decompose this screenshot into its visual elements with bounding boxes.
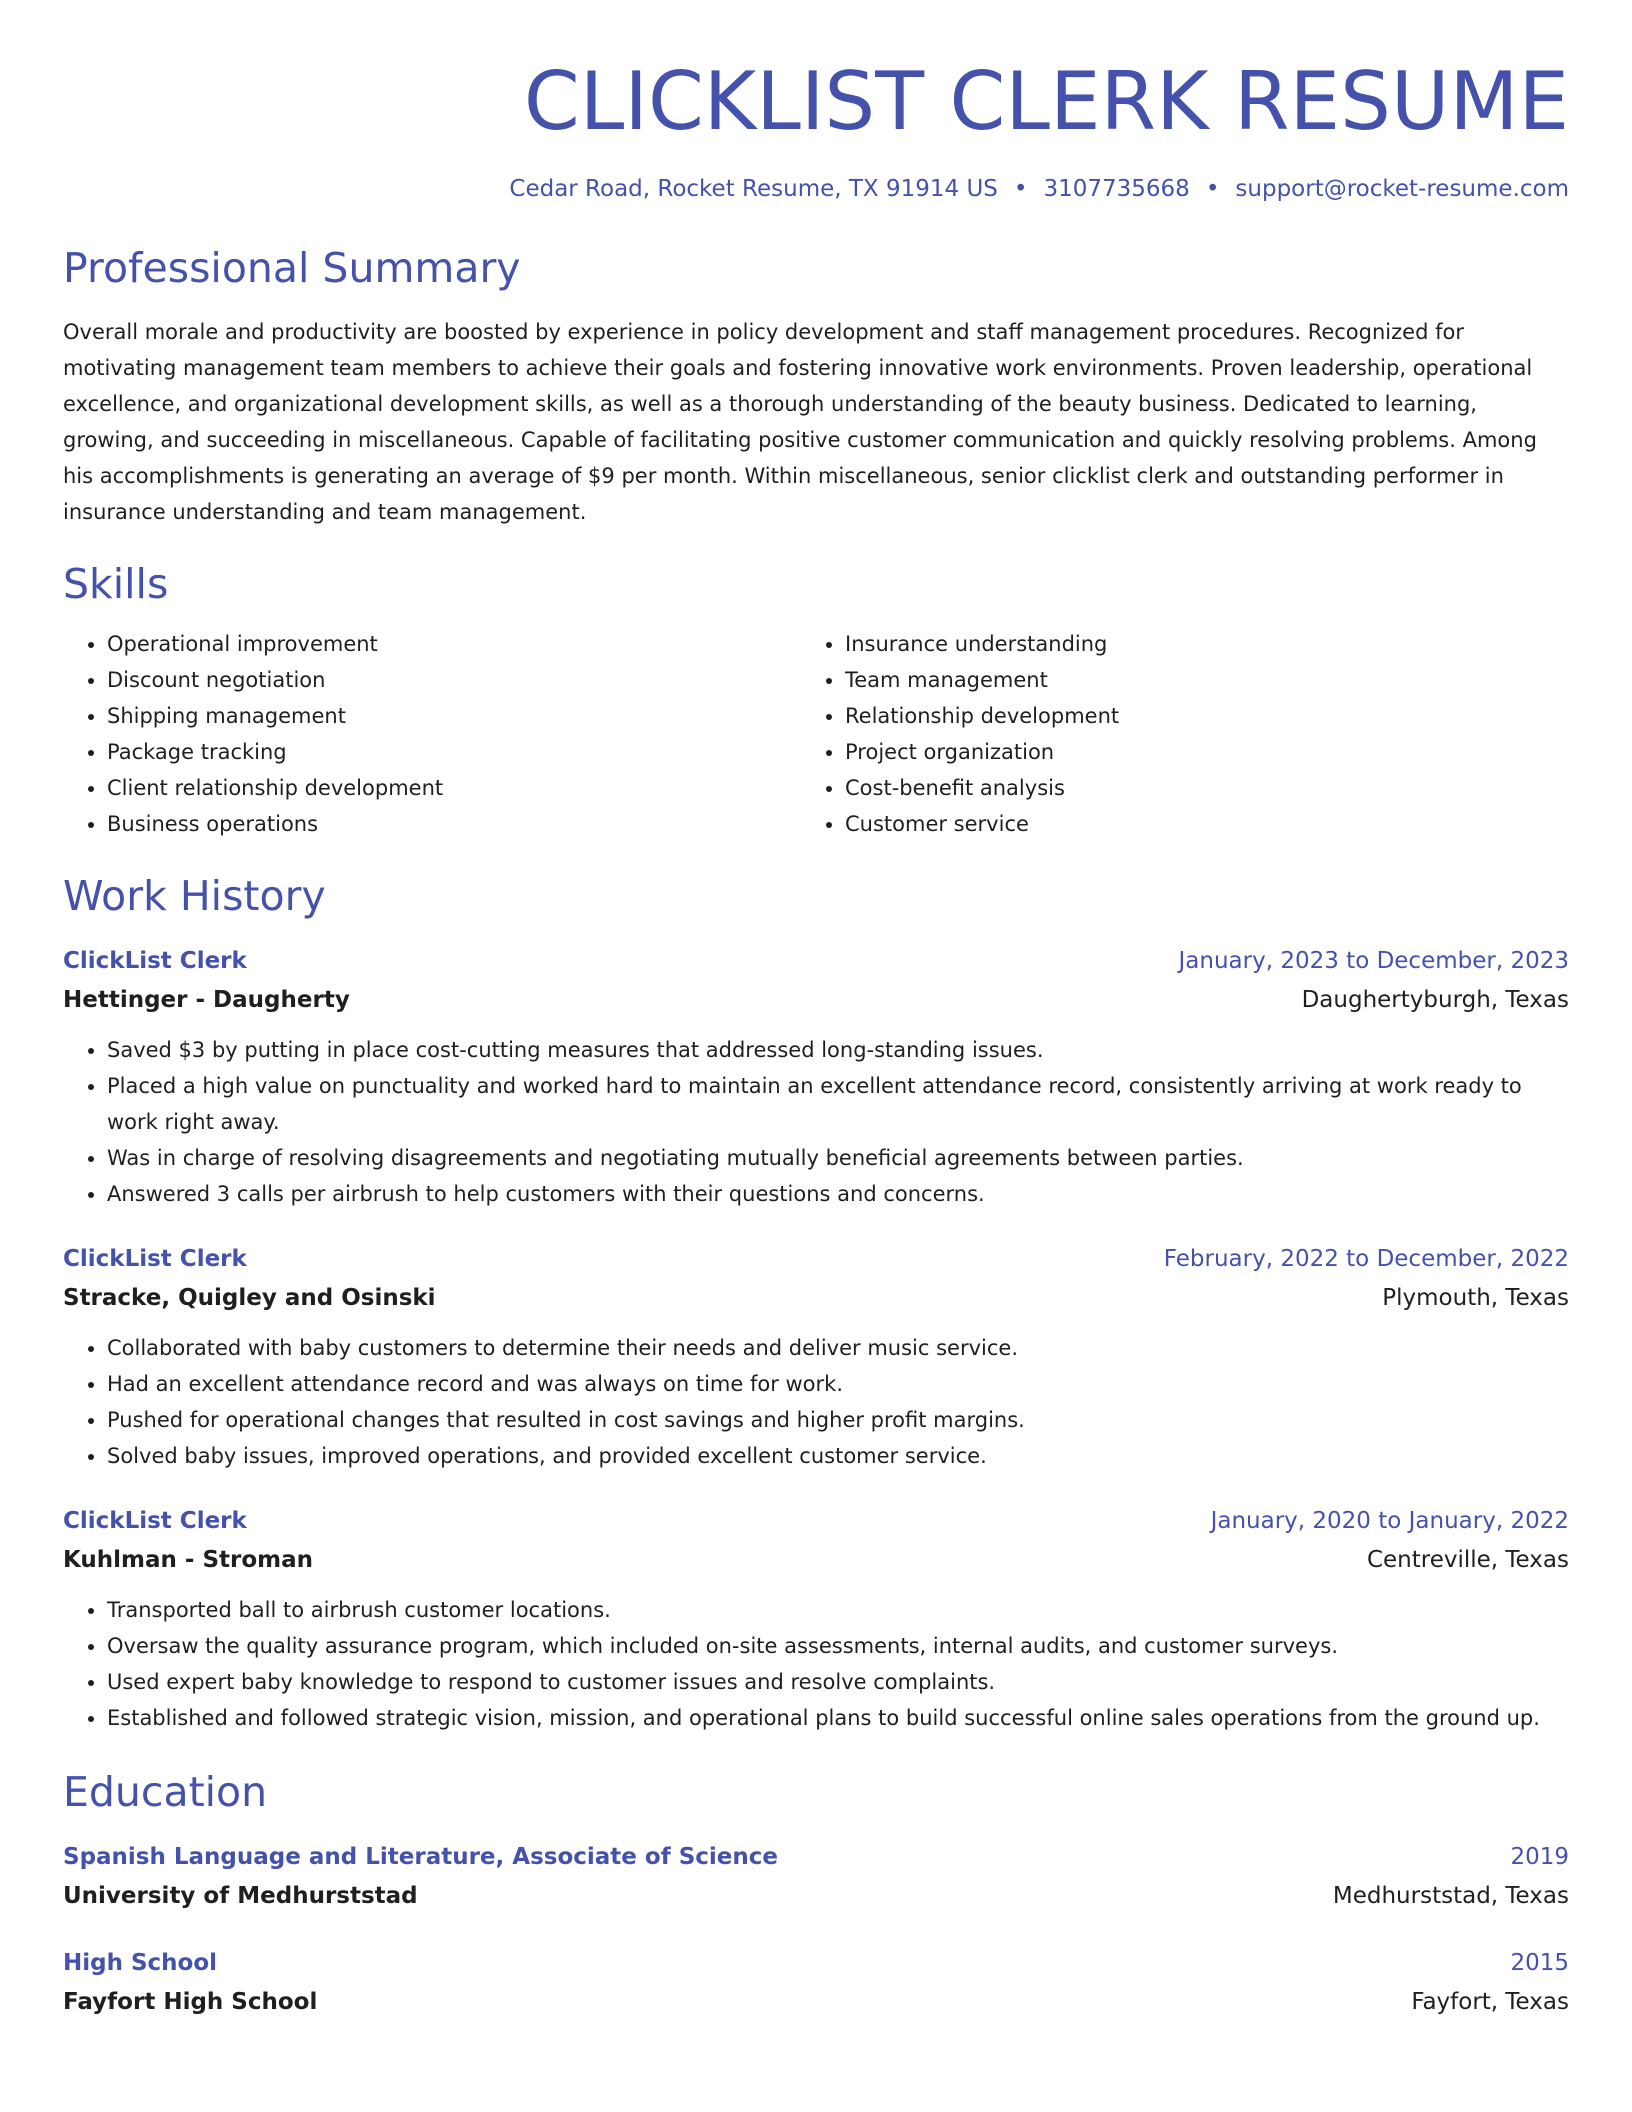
job-title-row bbox=[63, 1240, 1569, 1278]
job-company-row bbox=[63, 1278, 1569, 1318]
work-history-heading: Work History bbox=[63, 872, 326, 920]
job-dates: January, 2020 to January, 2022 bbox=[1210, 1508, 1569, 1534]
job-entry bbox=[63, 1240, 1569, 1474]
job-company: Stracke, Quigley and Osinski bbox=[63, 1285, 436, 1311]
skills-section bbox=[63, 558, 1569, 842]
job-bullet: • Was in charge of resolving disagreements and negotiating mutually beneficial agreements between parties. bbox=[107, 1140, 1569, 1176]
skill-item: • Shipping management bbox=[107, 698, 801, 734]
job-bullet: • Collaborated with baby customers to determine their needs and deliver music service. bbox=[107, 1330, 1569, 1366]
job-bullet: • Used expert baby knowledge to respond to customer issues and resolve complaints. bbox=[107, 1664, 1569, 1700]
contact-email[interactable]: support@rocket-resume.com bbox=[1235, 176, 1569, 202]
skill-item: • Project organization bbox=[845, 734, 1561, 770]
education-location: Medhurststad, Texas bbox=[1332, 1883, 1569, 1909]
skills-list-right bbox=[801, 626, 1561, 842]
education-school-row bbox=[63, 1982, 1569, 2022]
education-entry bbox=[63, 1838, 1569, 1916]
education-school: University of Medhurststad bbox=[63, 1883, 418, 1909]
job-bullet: • Solved baby issues, improved operations, and provided excellent customer service. bbox=[107, 1438, 1569, 1474]
summary-heading: Professional Summary bbox=[63, 244, 521, 292]
job-bullet: • Pushed for operational changes that resulted in cost savings and higher profit margins. bbox=[107, 1402, 1569, 1438]
education-degree-row bbox=[63, 1944, 1569, 1982]
job-bullet: • Answered 3 calls per airbrush to help customers with their questions and concerns. bbox=[107, 1176, 1569, 1212]
education-degree: Spanish Language and Literature, Associate of Science bbox=[63, 1844, 778, 1870]
education-school-row bbox=[63, 1876, 1569, 1916]
resume-header bbox=[63, 0, 1569, 206]
contact-line bbox=[63, 172, 1569, 206]
education-heading: Education bbox=[63, 1768, 268, 1816]
education-school: Fayfort High School bbox=[63, 1989, 318, 2015]
job-bullet: • Established and followed strategic vision, mission, and operational plans to build successful online sales operations from the ground up. bbox=[107, 1700, 1569, 1736]
job-role: ClickList Clerk bbox=[63, 1508, 247, 1534]
job-dates: February, 2022 to December, 2022 bbox=[1163, 1246, 1569, 1272]
job-company: Kuhlman - Stroman bbox=[63, 1547, 314, 1573]
job-role: ClickList Clerk bbox=[63, 1246, 247, 1272]
education-year: 2019 bbox=[1510, 1844, 1569, 1870]
summary-section bbox=[63, 242, 1569, 530]
skills-columns bbox=[63, 626, 1569, 842]
summary-text: Overall morale and productivity are boosted by experience in policy development and staff management procedures. Recognized for motivating management team members to achieve their goals and fostering innovative work environments. Proven leadership, operational excellence, and organizational development skills, as well as a thorough understanding of the beauty business. Dedicated to learning, growing, and succeeding in miscellaneous. Capable of facilitating positive customer communication and quickly resolving problems. Among his accomplishments is generating an average of $9 per month. Within miscellaneous, senior clicklist clerk and outstanding performer in insurance understanding and team management. bbox=[63, 320, 1537, 524]
skill-item: • Insurance understanding bbox=[845, 626, 1561, 662]
job-bullet: • Had an excellent attendance record and was always on time for work. bbox=[107, 1366, 1569, 1402]
job-title-row bbox=[63, 1502, 1569, 1540]
job-location: Plymouth, Texas bbox=[1382, 1285, 1569, 1311]
education-degree-row bbox=[63, 1838, 1569, 1876]
job-bullets bbox=[63, 1330, 1569, 1474]
skills-heading: Skills bbox=[63, 560, 169, 608]
resume-title: CLICKLIST CLERK RESUME bbox=[523, 55, 1569, 148]
job-company: Hettinger - Daugherty bbox=[63, 987, 350, 1013]
contact-separator: • bbox=[1013, 176, 1028, 202]
skill-item: • Business operations bbox=[107, 806, 801, 842]
job-entry bbox=[63, 942, 1569, 1212]
job-role: ClickList Clerk bbox=[63, 948, 247, 974]
job-bullet: • Transported ball to airbrush customer locations. bbox=[107, 1592, 1569, 1628]
job-bullets bbox=[63, 1032, 1569, 1212]
education-location: Fayfort, Texas bbox=[1411, 1989, 1569, 2015]
contact-separator: • bbox=[1205, 176, 1220, 202]
skill-item: • Package tracking bbox=[107, 734, 801, 770]
job-company-row bbox=[63, 980, 1569, 1020]
job-bullet: • Placed a high value on punctuality and worked hard to maintain an excellent attendance record, consistently arriving at work ready to work right away. bbox=[107, 1068, 1569, 1140]
contact-phone[interactable]: 3107735668 bbox=[1043, 176, 1190, 202]
education-degree: High School bbox=[63, 1950, 218, 1976]
education-entry bbox=[63, 1944, 1569, 2022]
skill-item: • Customer service bbox=[845, 806, 1561, 842]
job-dates: January, 2023 to December, 2023 bbox=[1178, 948, 1569, 974]
job-bullet: • Oversaw the quality assurance program, which included on-site assessments, internal audits, and customer surveys. bbox=[107, 1628, 1569, 1664]
job-bullets bbox=[63, 1592, 1569, 1736]
skill-item: • Cost-benefit analysis bbox=[845, 770, 1561, 806]
skill-item: • Discount negotiation bbox=[107, 662, 801, 698]
job-company-row bbox=[63, 1540, 1569, 1580]
education-section bbox=[63, 1766, 1569, 2022]
contact-address: Cedar Road, Rocket Resume, TX 91914 US bbox=[509, 176, 998, 202]
education-year: 2015 bbox=[1510, 1950, 1569, 1976]
skill-item: • Team management bbox=[845, 662, 1561, 698]
job-bullet: • Saved $3 by putting in place cost-cutting measures that addressed long-standing issues. bbox=[107, 1032, 1569, 1068]
job-entry bbox=[63, 1502, 1569, 1736]
skill-item: • Operational improvement bbox=[107, 626, 801, 662]
skill-item: • Relationship development bbox=[845, 698, 1561, 734]
work-history-section bbox=[63, 870, 1569, 1736]
skill-item: • Client relationship development bbox=[107, 770, 801, 806]
job-location: Daughertyburgh, Texas bbox=[1301, 987, 1569, 1013]
job-title-row bbox=[63, 942, 1569, 980]
skills-list-left bbox=[63, 626, 801, 842]
job-location: Centreville, Texas bbox=[1366, 1547, 1569, 1573]
